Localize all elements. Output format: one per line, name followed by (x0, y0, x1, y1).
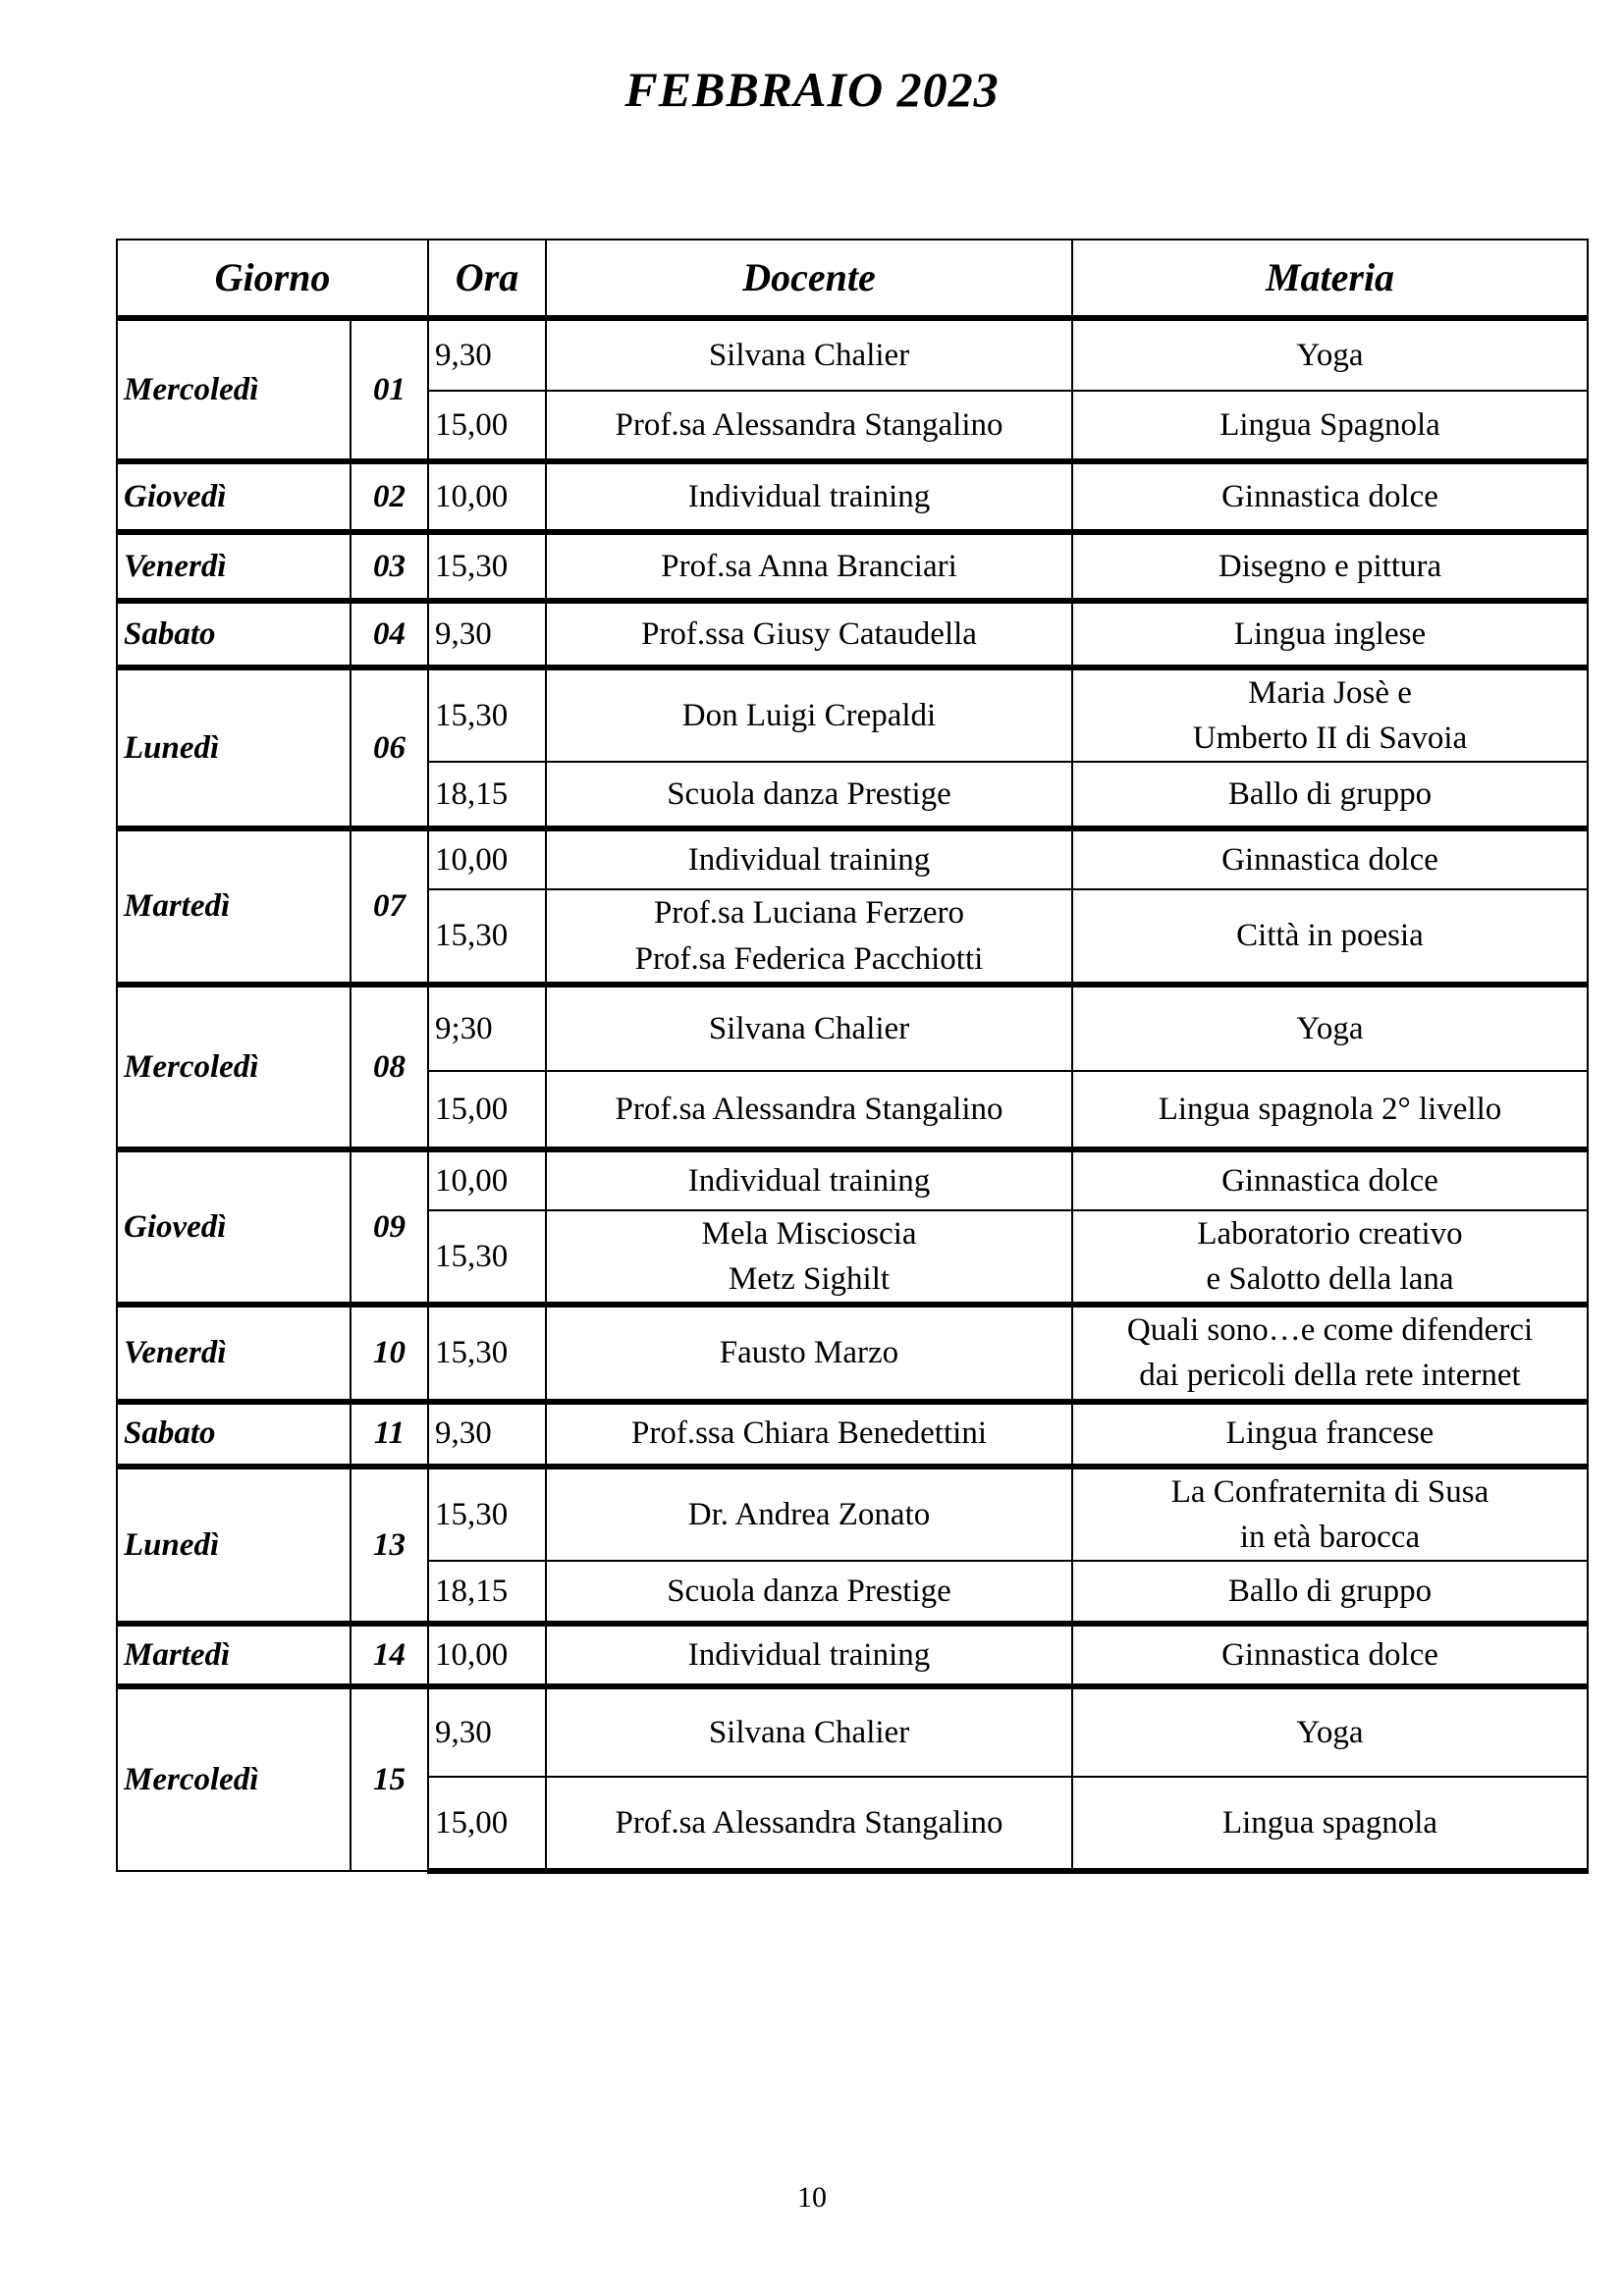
teacher-cell (546, 601, 1072, 667)
teacher-line: Scuola danza Prestige (667, 776, 951, 813)
subject-line: Lingua spagnola (1221, 1804, 1438, 1841)
teacher-cell (546, 1210, 1072, 1305)
day-number-cell: 03 (351, 532, 428, 601)
day-name-cell: Martedì (117, 1624, 351, 1686)
subject-line: Umberto II di Savoia (1192, 721, 1468, 757)
subject-line: Maria Josè e (1248, 675, 1412, 711)
subject-line: Laboratorio creativo (1197, 1215, 1463, 1252)
day-number-cell: 02 (351, 461, 428, 532)
teacher-line: Individual training (687, 1636, 931, 1673)
subject-cell (1072, 1561, 1588, 1624)
subject-line: Ginnastica dolce (1221, 478, 1438, 514)
teacher-cell (546, 762, 1072, 828)
table-row (117, 318, 1588, 391)
teacher-cell (546, 889, 1072, 984)
subject-cell (1072, 601, 1588, 667)
subject-line: Lingua inglese (1233, 615, 1427, 652)
time-cell: 9,30 (428, 601, 546, 667)
subject-line: La Confraternita di Susa (1170, 1473, 1489, 1510)
teacher-line: Prof.sa Luciana Ferzero (653, 895, 965, 932)
subject-cell (1072, 828, 1588, 889)
teacher-cell (546, 1624, 1072, 1686)
teacher-line: Prof.ssa Giusy Cataudella (641, 615, 977, 652)
teacher-cell (546, 1149, 1072, 1210)
subject-cell (1072, 1777, 1588, 1871)
day-name-cell: Mercoledì (117, 985, 351, 1149)
subject-cell (1072, 667, 1588, 762)
header-ora: Ora (428, 240, 546, 318)
time-cell: 15,30 (428, 889, 546, 984)
teacher-line: Prof.ssa Chiara Benedettini (630, 1415, 987, 1452)
teacher-cell (546, 1467, 1072, 1561)
day-name-cell: Sabato (117, 601, 351, 667)
header-giorno: Giorno (117, 240, 428, 318)
teacher-cell (546, 1402, 1072, 1467)
teacher-line: Individual training (687, 478, 931, 514)
teacher-cell (546, 1777, 1072, 1871)
day-name-cell: Martedì (117, 828, 351, 984)
teacher-cell (546, 532, 1072, 601)
time-cell: 18,15 (428, 1561, 546, 1624)
time-cell: 9;30 (428, 985, 546, 1071)
teacher-cell (546, 1305, 1072, 1401)
day-name-cell: Lunedì (117, 667, 351, 828)
header-docente: Docente (546, 240, 1072, 318)
day-number-cell: 04 (351, 601, 428, 667)
teacher-line: Prof.sa Alessandra Stangalino (615, 1091, 1003, 1127)
table-header-row (117, 240, 1588, 318)
teacher-cell (546, 1071, 1072, 1149)
subject-line: Lingua francese (1225, 1415, 1435, 1452)
subject-cell (1072, 1071, 1588, 1149)
schedule-table (116, 239, 1589, 1874)
subject-cell (1072, 1686, 1588, 1777)
time-cell: 15,00 (428, 391, 546, 461)
day-number-cell: 08 (351, 985, 428, 1149)
day-name-cell: Mercoledì (117, 318, 351, 461)
teacher-line: Individual training (687, 1162, 931, 1199)
schedule-body (117, 318, 1588, 1871)
time-cell: 15,30 (428, 1305, 546, 1401)
teacher-line: Prof.sa Alessandra Stangalino (615, 406, 1003, 443)
subject-line: Ginnastica dolce (1221, 1162, 1438, 1199)
time-cell: 9,30 (428, 318, 546, 391)
subject-line: Ginnastica dolce (1221, 1636, 1438, 1673)
subject-cell (1072, 391, 1588, 461)
subject-cell (1072, 318, 1588, 391)
subject-line: Ballo di gruppo (1227, 1573, 1433, 1609)
teacher-cell (546, 667, 1072, 762)
subject-cell (1072, 889, 1588, 984)
subject-cell (1072, 461, 1588, 532)
day-name-cell: Mercoledì (117, 1686, 351, 1871)
table-row (117, 1402, 1588, 1467)
table-row (117, 1686, 1588, 1777)
teacher-cell (546, 985, 1072, 1071)
table-row (117, 828, 1588, 889)
subject-line: Disegno e pittura (1218, 548, 1442, 584)
day-number-cell: 13 (351, 1467, 428, 1624)
day-number-cell: 14 (351, 1624, 428, 1686)
subject-cell (1072, 1210, 1588, 1305)
teacher-line: Individual training (687, 842, 931, 879)
day-name-cell: Venerdì (117, 532, 351, 601)
day-name-cell: Venerdì (117, 1305, 351, 1401)
day-number-cell: 01 (351, 318, 428, 461)
time-cell: 9,30 (428, 1402, 546, 1467)
subject-cell (1072, 532, 1588, 601)
time-cell: 9,30 (428, 1686, 546, 1777)
table-row (117, 1467, 1588, 1561)
time-cell: 15,30 (428, 532, 546, 601)
table-row (117, 1624, 1588, 1686)
header-materia: Materia (1072, 240, 1588, 318)
page-number: 10 (797, 2181, 827, 2214)
teacher-line: Silvana Chalier (708, 1714, 910, 1750)
subject-line: Città in poesia (1236, 918, 1424, 954)
teacher-line: Scuola danza Prestige (667, 1573, 951, 1609)
teacher-line: Silvana Chalier (708, 337, 910, 373)
teacher-line: Metz Sighilt (728, 1260, 891, 1297)
teacher-line: Prof.sa Federica Pacchiotti (634, 940, 984, 977)
table-row (117, 985, 1588, 1071)
subject-cell (1072, 1467, 1588, 1561)
day-name-cell: Giovedì (117, 1149, 351, 1305)
subject-line: Yoga (1296, 1010, 1364, 1046)
teacher-cell (546, 318, 1072, 391)
teacher-cell (546, 1686, 1072, 1777)
day-name-cell: Sabato (117, 1402, 351, 1467)
time-cell: 10,00 (428, 1624, 546, 1686)
time-cell: 15,00 (428, 1777, 546, 1871)
teacher-line: Prof.sa Alessandra Stangalino (615, 1804, 1003, 1841)
subject-line: Yoga (1296, 337, 1364, 373)
day-number-cell: 10 (351, 1305, 428, 1401)
time-cell: 15,00 (428, 1071, 546, 1149)
day-number-cell: 07 (351, 828, 428, 984)
time-cell: 15,30 (428, 667, 546, 762)
table-row (117, 532, 1588, 601)
subject-cell (1072, 1149, 1588, 1210)
subject-line: Yoga (1296, 1714, 1364, 1750)
teacher-line: Don Luigi Crepaldi (681, 698, 937, 734)
teacher-cell (546, 461, 1072, 532)
table-row (117, 667, 1588, 762)
subject-cell (1072, 762, 1588, 828)
time-cell: 15,30 (428, 1467, 546, 1561)
teacher-cell (546, 828, 1072, 889)
day-number-cell: 09 (351, 1149, 428, 1305)
subject-line: Lingua spagnola 2° livello (1158, 1091, 1502, 1127)
teacher-line: Fausto Marzo (719, 1335, 899, 1371)
subject-cell (1072, 1402, 1588, 1467)
subject-line: e Salotto della lana (1206, 1260, 1454, 1297)
table-row (117, 1305, 1588, 1401)
teacher-cell (546, 1561, 1072, 1624)
time-cell: 10,00 (428, 461, 546, 532)
day-number-cell: 06 (351, 667, 428, 828)
teacher-line: Silvana Chalier (708, 1010, 910, 1046)
subject-line: Lingua Spagnola (1219, 406, 1440, 443)
teacher-line: Dr. Andrea Zonato (687, 1496, 931, 1532)
teacher-line: Mela Miscioscia (701, 1215, 917, 1252)
day-name-cell: Lunedì (117, 1467, 351, 1624)
time-cell: 10,00 (428, 1149, 546, 1210)
time-cell: 15,30 (428, 1210, 546, 1305)
table-row (117, 461, 1588, 532)
subject-cell (1072, 985, 1588, 1071)
time-cell: 10,00 (428, 828, 546, 889)
day-number-cell: 15 (351, 1686, 428, 1871)
time-cell: 18,15 (428, 762, 546, 828)
subject-cell (1072, 1624, 1588, 1686)
subject-cell (1072, 1305, 1588, 1401)
table-row (117, 601, 1588, 667)
page-title: FEBBRAIO 2023 (624, 62, 1000, 117)
subject-line: Ginnastica dolce (1221, 842, 1438, 879)
subject-line: Quali sono…e come difenderci (1126, 1312, 1534, 1349)
subject-line: in età barocca (1239, 1519, 1421, 1555)
subject-line: dai pericoli della rete internet (1139, 1358, 1521, 1394)
table-row (117, 1149, 1588, 1210)
day-number-cell: 11 (351, 1402, 428, 1467)
teacher-cell (546, 391, 1072, 461)
subject-line: Ballo di gruppo (1227, 776, 1433, 813)
day-name-cell: Giovedì (117, 461, 351, 532)
teacher-line: Prof.sa Anna Branciari (661, 548, 957, 584)
